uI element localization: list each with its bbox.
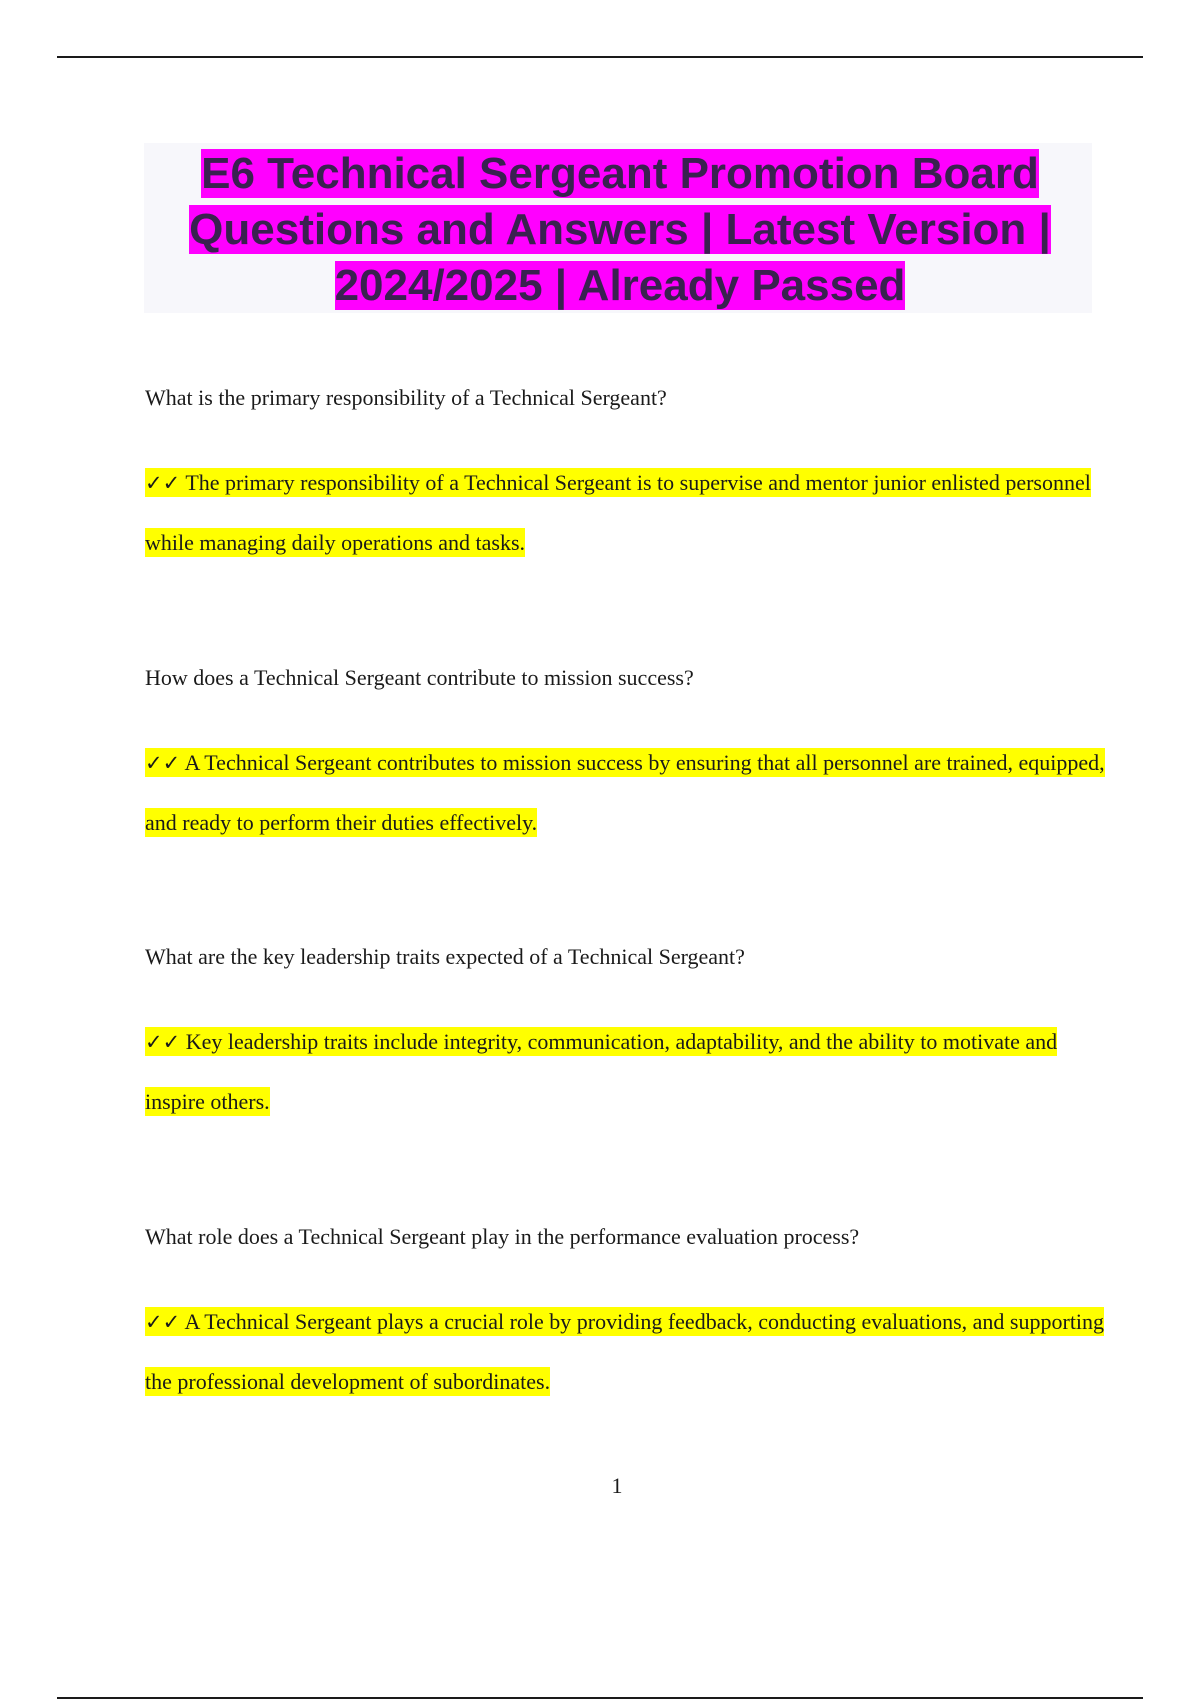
answer-4-text: A Technical Sergeant plays a crucial role by providing feedback, conducting evaluations, and supporting the professional development of subordinates. bbox=[145, 1309, 1105, 1394]
top-rule bbox=[57, 56, 1143, 58]
check-icon: ✓✓ bbox=[145, 751, 181, 775]
answer-1 bbox=[145, 453, 1105, 573]
answer-4 bbox=[145, 1292, 1105, 1412]
answer-2-text: A Technical Sergeant contributes to mission success by ensuring that all personnel are trained, equipped, and ready to perform their duties effectively. bbox=[145, 750, 1105, 835]
document-title-text: E6 Technical Sergeant Promotion Board Questions and Answers | Latest Version | 2024/2025 | Already Passed bbox=[189, 149, 1051, 310]
question-4: What role does a Technical Sergeant play in the performance evaluation process? bbox=[145, 1224, 860, 1249]
question-3: What are the key leadership traits expected of a Technical Sergeant? bbox=[145, 944, 745, 969]
document-title bbox=[152, 146, 1088, 314]
qa-item-2 bbox=[145, 663, 1105, 853]
answer-1-text: The primary responsibility of a Technical Sergeant is to supervise and mentor junior enlisted personnel while managing daily operations and tasks. bbox=[145, 470, 1091, 555]
answer-2 bbox=[145, 733, 1105, 853]
answer-3 bbox=[145, 1012, 1105, 1132]
qa-item-1 bbox=[145, 383, 1105, 573]
qa-item-4 bbox=[145, 1222, 1105, 1412]
answer-3-text: Key leadership traits include integrity, communication, adaptability, and the ability to motivate and inspire others. bbox=[145, 1029, 1058, 1114]
question-2: How does a Technical Sergeant contribute to mission success? bbox=[145, 665, 694, 690]
qa-item-3 bbox=[145, 942, 1105, 1132]
check-icon: ✓✓ bbox=[145, 1030, 181, 1054]
check-icon: ✓✓ bbox=[145, 1310, 181, 1334]
check-icon: ✓✓ bbox=[145, 471, 181, 495]
bottom-rule bbox=[57, 1697, 1143, 1699]
question-1: What is the primary responsibility of a Technical Sergeant? bbox=[145, 385, 667, 410]
page-number: 1 bbox=[611, 1473, 623, 1498]
